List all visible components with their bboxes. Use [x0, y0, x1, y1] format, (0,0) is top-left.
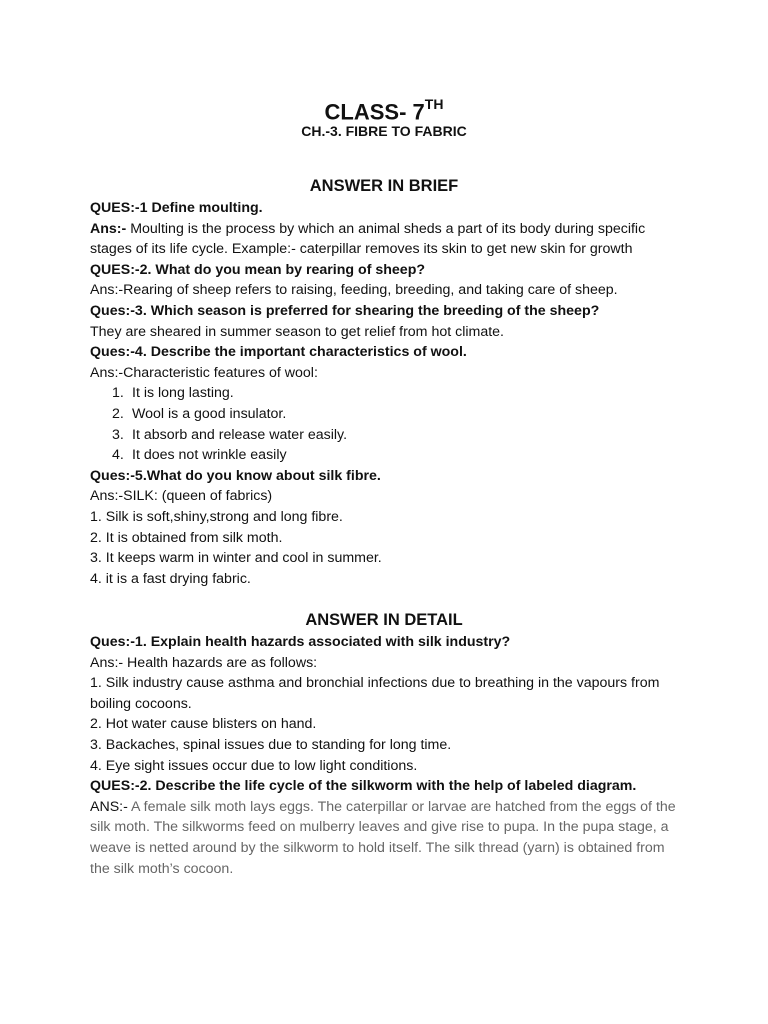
- list-item-text: It absorb and release water easily.: [132, 426, 348, 443]
- class-superscript: TH: [424, 96, 444, 112]
- answer-1-text: Moulting is the process by which an animal sheds a part of its body during specific stages of its life cycle. Example:- caterpillar removes its skin to get new skin for growth: [90, 220, 646, 258]
- question-5: Ques:-5.What do you know about silk fibre.: [90, 467, 381, 484]
- list-item: [90, 404, 686, 425]
- list-item: [90, 445, 686, 466]
- list-item: 4. Eye sight issues occur due to low light conditions.: [90, 757, 418, 774]
- list-item-text: It is long lasting.: [132, 385, 234, 402]
- detail-question-2: QUES:-2. Describe the life cycle of the silkworm with the help of labeled diagram.: [90, 778, 637, 795]
- chapter-title: CH.-3. FIBRE TO FABRIC: [301, 123, 467, 139]
- list-item: [90, 383, 686, 404]
- list-item-number: 1.: [112, 385, 124, 402]
- detail-question-1: Ques:-1. Explain health hazards associated with silk industry?: [90, 634, 511, 650]
- answer-1: [90, 219, 686, 260]
- detail-answer-1-intro: Ans:- Health hazards are as follows:: [90, 654, 318, 671]
- list-item: 3. It keeps warm in winter and cool in summer.: [90, 550, 382, 567]
- question-4: Ques:-4. Describe the important characteristics of wool.: [90, 344, 467, 361]
- class-label: CLASS- 7: [324, 99, 425, 125]
- question-2: QUES:-2. What do you mean by rearing of sheep?: [90, 261, 426, 278]
- list-item-text: Wool is a good insulator.: [132, 405, 287, 422]
- answer-3: They are sheared in summer season to get relief from hot climate.: [90, 323, 504, 340]
- answer-5-intro: Ans:-SILK: (queen of fabrics): [90, 488, 273, 505]
- list-item: [90, 425, 686, 446]
- section-heading-detail: ANSWER IN DETAIL: [305, 611, 463, 629]
- list-item-number: 2.: [112, 405, 124, 422]
- list-item: 2. It is obtained from silk moth.: [90, 529, 283, 546]
- answer-4-intro: Ans:-Characteristic features of wool:: [90, 364, 318, 381]
- list-item: 1. Silk industry cause asthma and bronchial infections due to breathing in the vapours from boiling cocoons.: [90, 675, 660, 712]
- answer-1-label: Ans:-: [90, 220, 127, 237]
- detail-section: [90, 632, 686, 879]
- detail-answer-2-text: A female silk moth lays eggs. The caterpillar or larvae are hatched from the eggs of the silk moth. The silkworms feed on mulberry leaves and give rise to pupa. In the pupa stage, a weave is netted around by the silkworm to hold itself. The silk thread (yarn) is obtained from the silk moth’s cocoon.: [90, 798, 676, 877]
- list-item-number: 3.: [112, 426, 124, 443]
- list-item-text: It does not wrinkle easily: [132, 447, 287, 464]
- list-item: 2. Hot water cause blisters on hand.: [90, 716, 317, 733]
- list-item-number: 4.: [112, 447, 124, 464]
- list-item: 1. Silk is soft,shiny,strong and long fibre.: [90, 508, 343, 525]
- answer-2: Ans:-Rearing of sheep refers to raising, feeding, breeding, and taking care of sheep.: [90, 282, 618, 299]
- question-1: QUES:-1 Define moulting.: [90, 200, 263, 216]
- detail-answer-2-label: ANS:-: [90, 798, 128, 815]
- question-3: Ques:-3. Which season is preferred for shearing the breeding of the sheep?: [90, 302, 600, 319]
- detail-answer-2: [90, 797, 686, 879]
- list-item: 3. Backaches, spinal issues due to standing for long time.: [90, 736, 452, 753]
- brief-section: [90, 198, 686, 589]
- list-item: 4. it is a fast drying fabric.: [90, 570, 251, 587]
- section-heading-brief: ANSWER IN BRIEF: [309, 177, 459, 195]
